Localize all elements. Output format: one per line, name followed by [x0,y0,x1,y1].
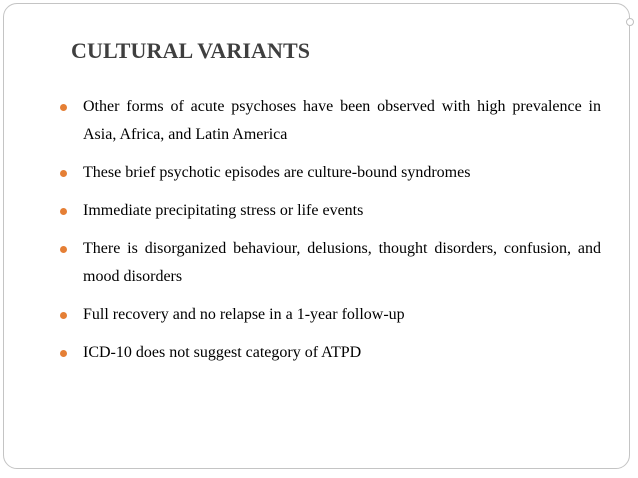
bullet-item [60,301,601,329]
bullet-text: Full recovery and no relapse in a 1-year follow-up [83,306,405,323]
bullet-list [60,93,601,377]
bullet-dot-icon [60,350,67,357]
bullet-dot-icon [60,246,67,253]
bullet-item [60,93,601,149]
bullet-text: Other forms of acute psychoses have been observed with high prevalence in Asia, Africa, and Latin America [83,98,601,143]
bullet-text: Immediate precipitating stress or life events [83,202,364,219]
bullet-text: There is disorganized behaviour, delusions, thought disorders, confusion, and mood disorders [83,240,601,285]
bullet-dot-icon [60,170,67,177]
bullet-item [60,339,601,367]
bullet-dot-icon [60,312,67,319]
bullet-item [60,235,601,291]
bullet-item [60,197,601,225]
bullet-text: ICD-10 does not suggest category of ATPD [83,344,362,361]
bullet-dot-icon [60,104,67,111]
bullet-text: These brief psychotic episodes are culture-bound syndromes [83,164,471,181]
bullet-dot-icon [60,208,67,215]
bullet-item [60,159,601,187]
slide-title: CULTURAL VARIANTS [71,38,311,63]
frame-ring-dot-icon [626,18,634,26]
